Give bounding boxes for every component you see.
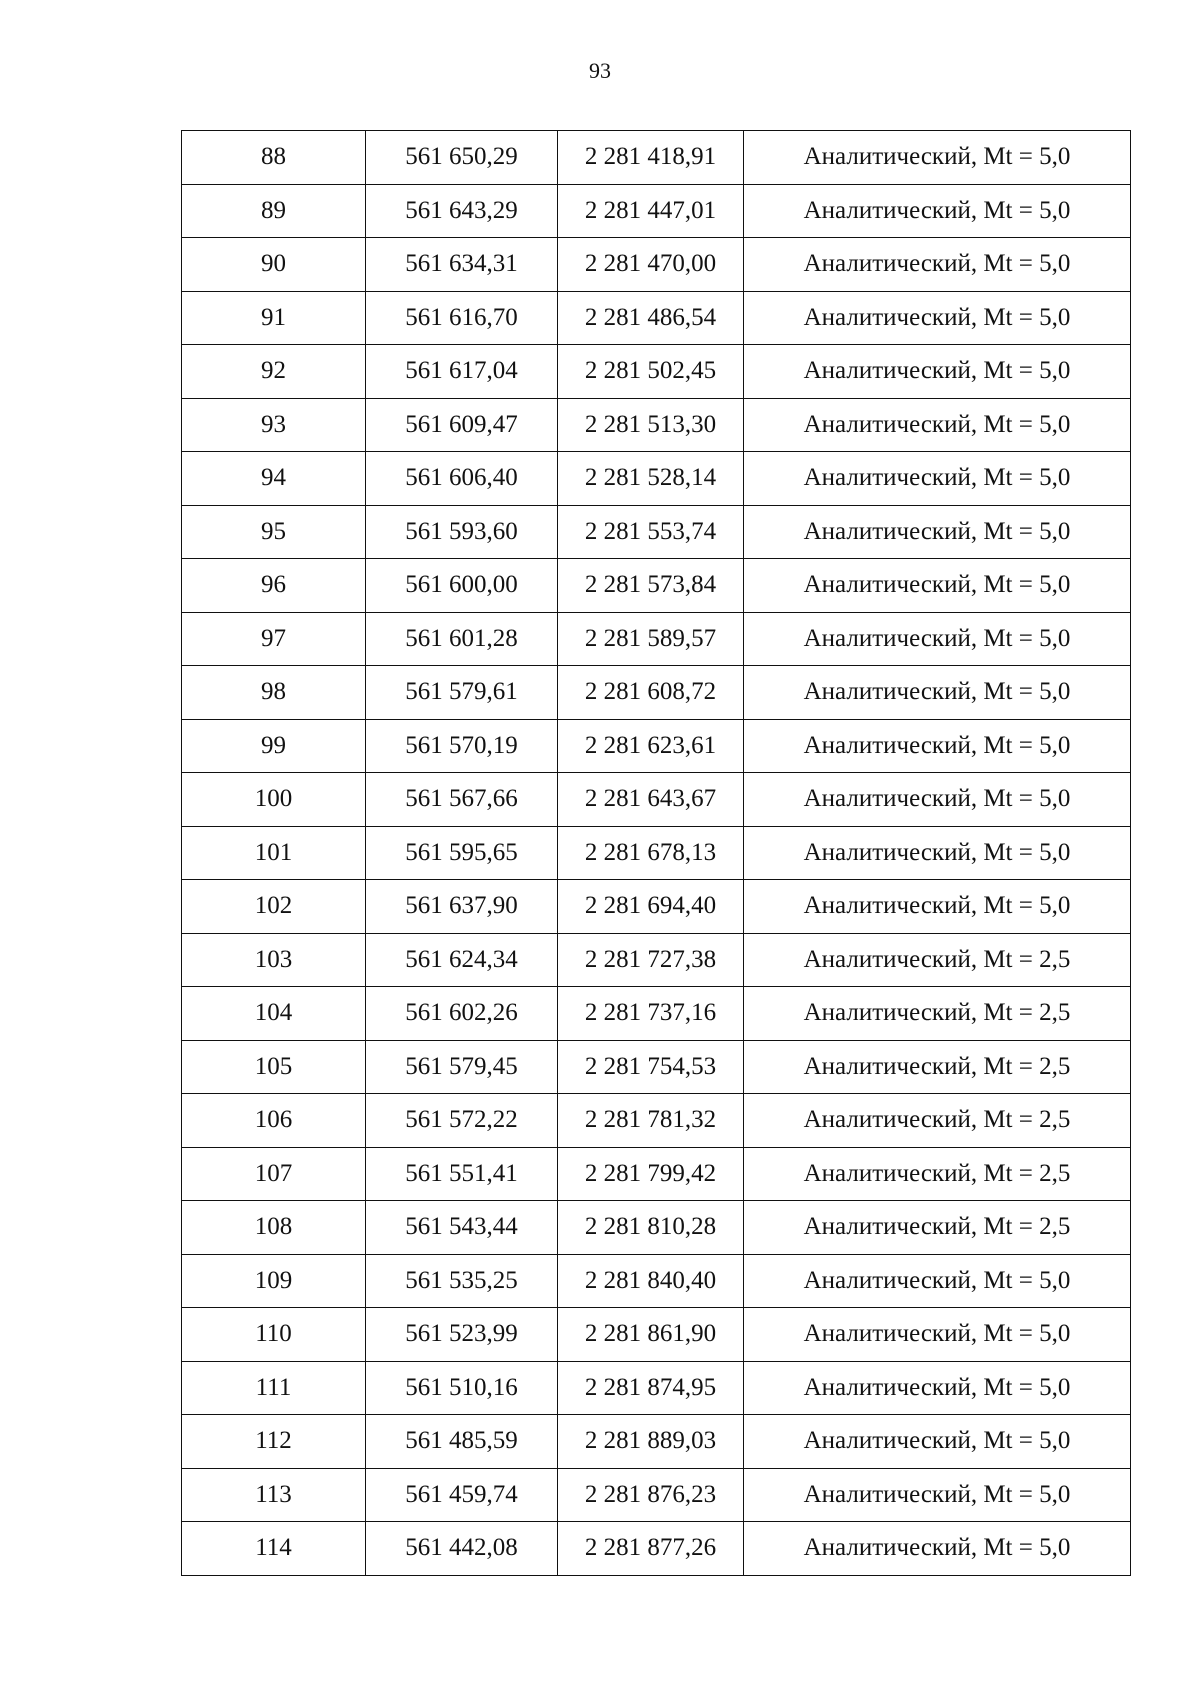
y-coordinate-cell: 2 281 889,03	[558, 1415, 744, 1469]
x-coordinate-cell: 561 650,29	[366, 131, 558, 185]
point-number-cell: 90	[182, 238, 366, 292]
table-row	[182, 773, 1131, 827]
y-coordinate-cell: 2 281 528,14	[558, 452, 744, 506]
y-coordinate-cell: 2 281 470,00	[558, 238, 744, 292]
method-cell: Аналитический, Mt = 5,0	[744, 131, 1131, 185]
x-coordinate-cell: 561 643,29	[366, 184, 558, 238]
table-row	[182, 880, 1131, 934]
x-coordinate-cell: 561 570,19	[366, 719, 558, 773]
table-row	[182, 1254, 1131, 1308]
y-coordinate-cell: 2 281 513,30	[558, 398, 744, 452]
y-coordinate-cell: 2 281 678,13	[558, 826, 744, 880]
x-coordinate-cell: 561 579,61	[366, 666, 558, 720]
y-coordinate-cell: 2 281 623,61	[558, 719, 744, 773]
point-number-cell: 93	[182, 398, 366, 452]
x-coordinate-cell: 561 459,74	[366, 1468, 558, 1522]
point-number-cell: 89	[182, 184, 366, 238]
table-row	[182, 1094, 1131, 1148]
point-number-cell: 109	[182, 1254, 366, 1308]
table-row	[182, 719, 1131, 773]
method-cell: Аналитический, Mt = 2,5	[744, 1094, 1131, 1148]
point-number-cell: 107	[182, 1147, 366, 1201]
x-coordinate-cell: 561 600,00	[366, 559, 558, 613]
x-coordinate-cell: 561 572,22	[366, 1094, 558, 1148]
method-cell: Аналитический, Mt = 5,0	[744, 452, 1131, 506]
table-row	[182, 1201, 1131, 1255]
table-row	[182, 559, 1131, 613]
method-cell: Аналитический, Mt = 2,5	[744, 987, 1131, 1041]
method-cell: Аналитический, Mt = 2,5	[744, 1040, 1131, 1094]
table-row	[182, 826, 1131, 880]
y-coordinate-cell: 2 281 861,90	[558, 1308, 744, 1362]
point-number-cell: 98	[182, 666, 366, 720]
point-number-cell: 97	[182, 612, 366, 666]
x-coordinate-cell: 561 551,41	[366, 1147, 558, 1201]
x-coordinate-cell: 561 485,59	[366, 1415, 558, 1469]
point-number-cell: 92	[182, 345, 366, 399]
x-coordinate-cell: 561 637,90	[366, 880, 558, 934]
y-coordinate-cell: 2 281 874,95	[558, 1361, 744, 1415]
table-row	[182, 398, 1131, 452]
y-coordinate-cell: 2 281 418,91	[558, 131, 744, 185]
method-cell: Аналитический, Mt = 5,0	[744, 1254, 1131, 1308]
x-coordinate-cell: 561 601,28	[366, 612, 558, 666]
x-coordinate-cell: 561 567,66	[366, 773, 558, 827]
point-number-cell: 99	[182, 719, 366, 773]
x-coordinate-cell: 561 593,60	[366, 505, 558, 559]
y-coordinate-cell: 2 281 643,67	[558, 773, 744, 827]
table-row	[182, 131, 1131, 185]
x-coordinate-cell: 561 609,47	[366, 398, 558, 452]
y-coordinate-cell: 2 281 694,40	[558, 880, 744, 934]
point-number-cell: 102	[182, 880, 366, 934]
table-row	[182, 1522, 1131, 1576]
table-row	[182, 666, 1131, 720]
y-coordinate-cell: 2 281 608,72	[558, 666, 744, 720]
point-number-cell: 100	[182, 773, 366, 827]
method-cell: Аналитический, Mt = 2,5	[744, 933, 1131, 987]
x-coordinate-cell: 561 616,70	[366, 291, 558, 345]
page-number: 93	[589, 58, 611, 83]
y-coordinate-cell: 2 281 876,23	[558, 1468, 744, 1522]
point-number-cell: 103	[182, 933, 366, 987]
point-number-cell: 108	[182, 1201, 366, 1255]
x-coordinate-cell: 561 543,44	[366, 1201, 558, 1255]
y-coordinate-cell: 2 281 840,40	[558, 1254, 744, 1308]
y-coordinate-cell: 2 281 754,53	[558, 1040, 744, 1094]
method-cell: Аналитический, Mt = 5,0	[744, 398, 1131, 452]
method-cell: Аналитический, Mt = 2,5	[744, 1201, 1131, 1255]
x-coordinate-cell: 561 634,31	[366, 238, 558, 292]
table-row	[182, 987, 1131, 1041]
method-cell: Аналитический, Mt = 5,0	[744, 291, 1131, 345]
point-number-cell: 95	[182, 505, 366, 559]
point-number-cell: 96	[182, 559, 366, 613]
point-number-cell: 88	[182, 131, 366, 185]
table-row	[182, 1308, 1131, 1362]
point-number-cell: 101	[182, 826, 366, 880]
point-number-cell: 94	[182, 452, 366, 506]
y-coordinate-cell: 2 281 737,16	[558, 987, 744, 1041]
point-number-cell: 105	[182, 1040, 366, 1094]
method-cell: Аналитический, Mt = 5,0	[744, 1361, 1131, 1415]
method-cell: Аналитический, Mt = 2,5	[744, 1147, 1131, 1201]
y-coordinate-cell: 2 281 486,54	[558, 291, 744, 345]
method-cell: Аналитический, Mt = 5,0	[744, 238, 1131, 292]
table-row	[182, 184, 1131, 238]
x-coordinate-cell: 561 617,04	[366, 345, 558, 399]
method-cell: Аналитический, Mt = 5,0	[744, 719, 1131, 773]
method-cell: Аналитический, Mt = 5,0	[744, 880, 1131, 934]
method-cell: Аналитический, Mt = 5,0	[744, 345, 1131, 399]
method-cell: Аналитический, Mt = 5,0	[744, 1468, 1131, 1522]
method-cell: Аналитический, Mt = 5,0	[744, 612, 1131, 666]
x-coordinate-cell: 561 579,45	[366, 1040, 558, 1094]
point-number-cell: 106	[182, 1094, 366, 1148]
y-coordinate-cell: 2 281 553,74	[558, 505, 744, 559]
x-coordinate-cell: 561 523,99	[366, 1308, 558, 1362]
y-coordinate-cell: 2 281 799,42	[558, 1147, 744, 1201]
point-number-cell: 114	[182, 1522, 366, 1576]
y-coordinate-cell: 2 281 810,28	[558, 1201, 744, 1255]
method-cell: Аналитический, Mt = 5,0	[744, 666, 1131, 720]
x-coordinate-cell: 561 535,25	[366, 1254, 558, 1308]
x-coordinate-cell: 561 602,26	[366, 987, 558, 1041]
method-cell: Аналитический, Mt = 5,0	[744, 1415, 1131, 1469]
table-row	[182, 291, 1131, 345]
y-coordinate-cell: 2 281 589,57	[558, 612, 744, 666]
y-coordinate-cell: 2 281 781,32	[558, 1094, 744, 1148]
point-number-cell: 111	[182, 1361, 366, 1415]
table-row	[182, 505, 1131, 559]
table-row	[182, 1415, 1131, 1469]
y-coordinate-cell: 2 281 502,45	[558, 345, 744, 399]
x-coordinate-cell: 561 624,34	[366, 933, 558, 987]
point-number-cell: 112	[182, 1415, 366, 1469]
method-cell: Аналитический, Mt = 5,0	[744, 773, 1131, 827]
x-coordinate-cell: 561 510,16	[366, 1361, 558, 1415]
method-cell: Аналитический, Mt = 5,0	[744, 1308, 1131, 1362]
table-row	[182, 1361, 1131, 1415]
table-row	[182, 1040, 1131, 1094]
table-row	[182, 612, 1131, 666]
y-coordinate-cell: 2 281 573,84	[558, 559, 744, 613]
method-cell: Аналитический, Mt = 5,0	[744, 1522, 1131, 1576]
x-coordinate-cell: 561 606,40	[366, 452, 558, 506]
table-row	[182, 452, 1131, 506]
table-row	[182, 1147, 1131, 1201]
method-cell: Аналитический, Mt = 5,0	[744, 559, 1131, 613]
point-number-cell: 113	[182, 1468, 366, 1522]
x-coordinate-cell: 561 442,08	[366, 1522, 558, 1576]
table-row	[182, 345, 1131, 399]
method-cell: Аналитический, Mt = 5,0	[744, 505, 1131, 559]
x-coordinate-cell: 561 595,65	[366, 826, 558, 880]
method-cell: Аналитический, Mt = 5,0	[744, 184, 1131, 238]
coordinates-table	[181, 130, 1131, 1576]
y-coordinate-cell: 2 281 727,38	[558, 933, 744, 987]
table-row	[182, 933, 1131, 987]
coordinates-table-body	[182, 131, 1131, 1576]
y-coordinate-cell: 2 281 447,01	[558, 184, 744, 238]
table-row	[182, 1468, 1131, 1522]
table-row	[182, 238, 1131, 292]
point-number-cell: 104	[182, 987, 366, 1041]
y-coordinate-cell: 2 281 877,26	[558, 1522, 744, 1576]
point-number-cell: 91	[182, 291, 366, 345]
method-cell: Аналитический, Mt = 5,0	[744, 826, 1131, 880]
point-number-cell: 110	[182, 1308, 366, 1362]
